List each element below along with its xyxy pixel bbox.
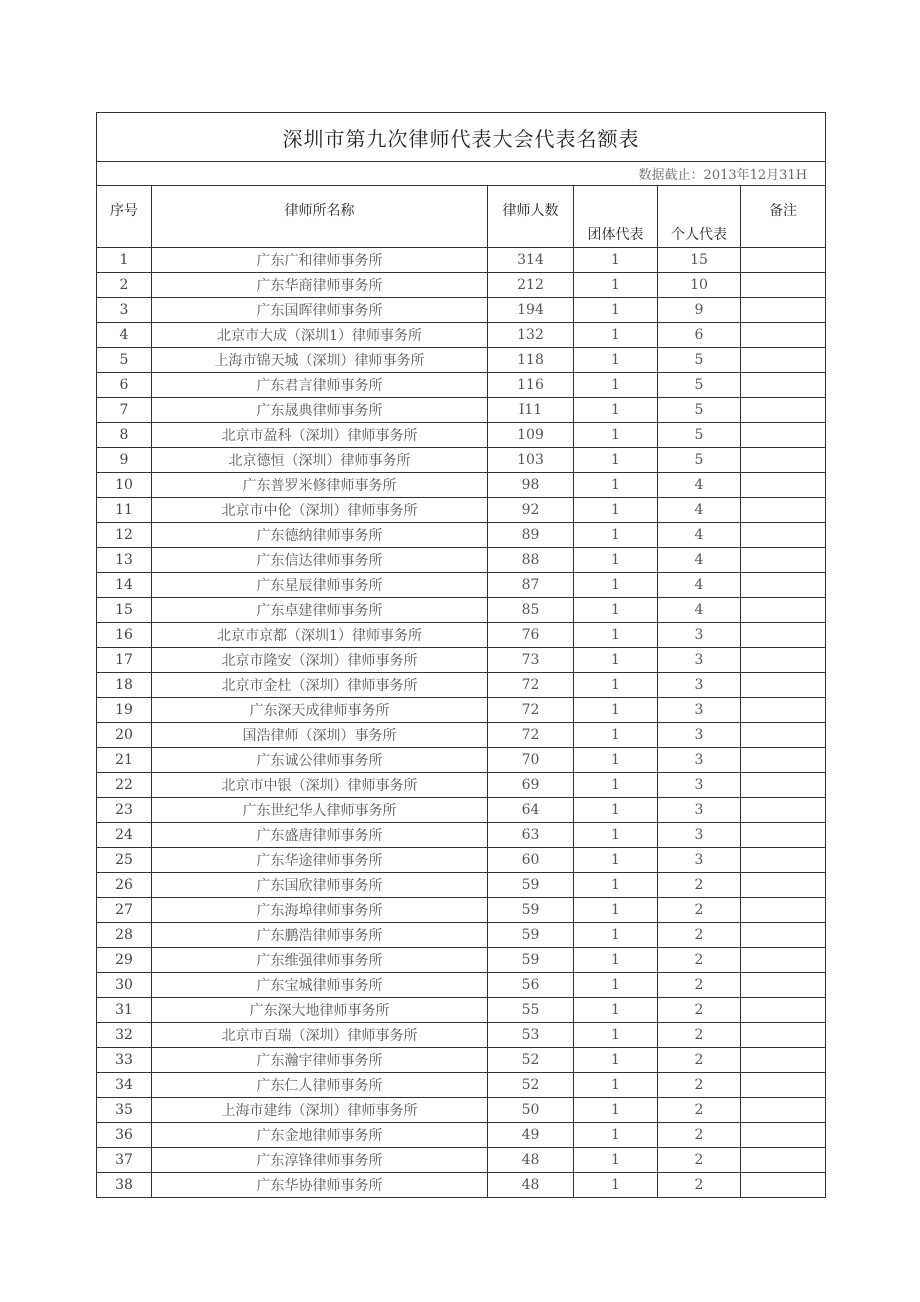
cell-individual: 2 (658, 948, 741, 973)
table-row (97, 448, 826, 473)
cell-remark (741, 523, 826, 548)
cell-firm: 广东华商律师事务所 (152, 273, 488, 298)
cell-lawyers: 59 (488, 948, 574, 973)
cell-no: 32 (97, 1023, 152, 1048)
cell-firm: 北京市大成（深圳1）律师事务所 (152, 323, 488, 348)
cell-individual: 2 (658, 873, 741, 898)
cell-no: 28 (97, 923, 152, 948)
cell-no: 35 (97, 1098, 152, 1123)
cell-no: 6 (97, 373, 152, 398)
cell-individual: 2 (658, 923, 741, 948)
cell-group: 1 (574, 1123, 658, 1148)
cell-firm: 广东深大地律师事务所 (152, 998, 488, 1023)
cell-firm: 广东德纳律师事务所 (152, 523, 488, 548)
page-title: 深圳市第九次律师代表大会代表名额表 (97, 113, 826, 162)
cell-group: 1 (574, 1048, 658, 1073)
table-row (97, 623, 826, 648)
cell-remark (741, 473, 826, 498)
table-row (97, 798, 826, 823)
cell-group: 1 (574, 823, 658, 848)
cell-no: 13 (97, 548, 152, 573)
cell-group: 1 (574, 498, 658, 523)
cell-firm: 上海市建纬（深圳）律师事务所 (152, 1098, 488, 1123)
cell-remark (741, 898, 826, 923)
cell-no: 34 (97, 1073, 152, 1098)
table-row (97, 298, 826, 323)
cell-individual: 6 (658, 323, 741, 348)
cell-lawyers: 59 (488, 873, 574, 898)
cell-lawyers: 64 (488, 798, 574, 823)
cell-group: 1 (574, 948, 658, 973)
cell-lawyers: 69 (488, 773, 574, 798)
cell-firm: 北京市金杜（深圳）律师事务所 (152, 673, 488, 698)
cell-group: 1 (574, 698, 658, 723)
cell-no: 37 (97, 1148, 152, 1173)
cell-firm: 广东君言律师事务所 (152, 373, 488, 398)
cell-individual: 4 (658, 573, 741, 598)
cell-individual: 3 (658, 823, 741, 848)
cell-remark (741, 723, 826, 748)
table-row (97, 973, 826, 998)
cell-remark (741, 1148, 826, 1173)
cell-remark (741, 798, 826, 823)
cell-firm: 广东星辰律师事务所 (152, 573, 488, 598)
cell-group: 1 (574, 998, 658, 1023)
cell-no: 12 (97, 523, 152, 548)
table-row (97, 1048, 826, 1073)
cell-lawyers: 109 (488, 423, 574, 448)
cell-group: 1 (574, 898, 658, 923)
cell-remark (741, 973, 826, 998)
cell-no: 38 (97, 1173, 152, 1198)
cell-individual: 9 (658, 298, 741, 323)
cell-lawyers: 50 (488, 1098, 574, 1123)
table-row (97, 323, 826, 348)
cell-lawyers: 314 (488, 248, 574, 273)
cell-firm: 广东华协律师事务所 (152, 1173, 488, 1198)
table-row (97, 1098, 826, 1123)
table-row (97, 423, 826, 448)
table-row (97, 248, 826, 273)
cell-group: 1 (574, 473, 658, 498)
cell-group: 1 (574, 623, 658, 648)
cell-firm: 广东世纪华人律师事务所 (152, 798, 488, 823)
cell-individual: 5 (658, 348, 741, 373)
cell-firm: 广东宝城律师事务所 (152, 973, 488, 998)
cell-group: 1 (574, 523, 658, 548)
cell-group: 1 (574, 423, 658, 448)
cell-no: 2 (97, 273, 152, 298)
cell-lawyers: 53 (488, 1023, 574, 1048)
cell-remark (741, 923, 826, 948)
table-row (97, 773, 826, 798)
cell-remark (741, 598, 826, 623)
header-no: 序号 (97, 186, 152, 248)
cell-firm: 广东仁人律师事务所 (152, 1073, 488, 1098)
cell-group: 1 (574, 298, 658, 323)
title-row (97, 113, 826, 162)
cell-individual: 2 (658, 1098, 741, 1123)
cell-lawyers: 49 (488, 1123, 574, 1148)
cell-individual: 15 (658, 248, 741, 273)
cell-group: 1 (574, 348, 658, 373)
cell-remark (741, 773, 826, 798)
cell-group: 1 (574, 248, 658, 273)
table-row (97, 373, 826, 398)
table-row (97, 848, 826, 873)
table-row (97, 573, 826, 598)
cell-firm: 北京市隆安（深圳）律师事务所 (152, 648, 488, 673)
cell-firm: 广东鹏浩律师事务所 (152, 923, 488, 948)
cell-firm: 广东淳锋律师事务所 (152, 1148, 488, 1173)
cell-no: 33 (97, 1048, 152, 1073)
cell-firm: 广东诚公律师事务所 (152, 748, 488, 773)
cell-group: 1 (574, 398, 658, 423)
cell-group: 1 (574, 373, 658, 398)
cell-group: 1 (574, 973, 658, 998)
cell-remark (741, 1123, 826, 1148)
cell-no: 15 (97, 598, 152, 623)
cell-firm: 广东信达律师事务所 (152, 548, 488, 573)
table-row (97, 473, 826, 498)
header-group: 团体代表 (574, 186, 658, 248)
quota-document (96, 112, 825, 1198)
cell-firm: 广东海埠律师事务所 (152, 898, 488, 923)
cell-lawyers: 52 (488, 1048, 574, 1073)
cell-group: 1 (574, 748, 658, 773)
cell-firm: 北京市中伦（深圳）律师事务所 (152, 498, 488, 523)
cell-group: 1 (574, 448, 658, 473)
table-row (97, 1073, 826, 1098)
cell-group: 1 (574, 923, 658, 948)
cell-lawyers: 59 (488, 923, 574, 948)
cell-remark (741, 498, 826, 523)
cell-lawyers: 194 (488, 298, 574, 323)
cell-firm: 广东维强律师事务所 (152, 948, 488, 973)
cell-no: 1 (97, 248, 152, 273)
cell-group: 1 (574, 1148, 658, 1173)
cell-individual: 5 (658, 423, 741, 448)
cell-lawyers: 70 (488, 748, 574, 773)
cell-individual: 3 (658, 648, 741, 673)
cell-individual: 3 (658, 673, 741, 698)
cell-remark (741, 698, 826, 723)
cell-lawyers: 52 (488, 1073, 574, 1098)
cell-no: 30 (97, 973, 152, 998)
cell-no: 24 (97, 823, 152, 848)
cell-no: 25 (97, 848, 152, 873)
cell-lawyers: 73 (488, 648, 574, 673)
cell-remark (741, 1073, 826, 1098)
cell-no: 16 (97, 623, 152, 648)
cell-firm: 国浩律师（深圳）事务所 (152, 723, 488, 748)
cell-no: 21 (97, 748, 152, 773)
cell-remark (741, 623, 826, 648)
cell-individual: 5 (658, 373, 741, 398)
cell-firm: 广东国欣律师事务所 (152, 873, 488, 898)
cell-remark (741, 948, 826, 973)
header-lawyers: 律师人数 (488, 186, 574, 248)
cell-lawyers: 98 (488, 473, 574, 498)
cell-no: 14 (97, 573, 152, 598)
cell-group: 1 (574, 323, 658, 348)
cell-no: 4 (97, 323, 152, 348)
cell-no: 36 (97, 1123, 152, 1148)
cell-group: 1 (574, 573, 658, 598)
cell-individual: 2 (658, 1148, 741, 1173)
cell-no: 3 (97, 298, 152, 323)
table-row (97, 598, 826, 623)
cell-individual: 3 (658, 798, 741, 823)
cell-group: 1 (574, 848, 658, 873)
cell-firm: 广东瀚宇律师事务所 (152, 1048, 488, 1073)
date-row (97, 162, 826, 186)
table-row (97, 673, 826, 698)
quota-table (96, 112, 826, 1198)
table-row (97, 348, 826, 373)
cell-individual: 2 (658, 1048, 741, 1073)
cell-no: 11 (97, 498, 152, 523)
cell-remark (741, 648, 826, 673)
cell-individual: 2 (658, 998, 741, 1023)
cell-lawyers: 132 (488, 323, 574, 348)
cell-lawyers: 55 (488, 998, 574, 1023)
cell-remark (741, 573, 826, 598)
cell-lawyers: 48 (488, 1148, 574, 1173)
cell-lawyers: 72 (488, 698, 574, 723)
cell-group: 1 (574, 273, 658, 298)
cell-lawyers: 72 (488, 723, 574, 748)
cell-no: 18 (97, 673, 152, 698)
cell-firm: 北京市盈科（深圳）律师事务所 (152, 423, 488, 448)
cell-lawyers: 87 (488, 573, 574, 598)
cell-no: 29 (97, 948, 152, 973)
cell-lawyers: 103 (488, 448, 574, 473)
header-row (97, 186, 826, 248)
table-row (97, 723, 826, 748)
cell-individual: 2 (658, 1123, 741, 1148)
cell-firm: 广东华途律师事务所 (152, 848, 488, 873)
cell-firm: 广东金地律师事务所 (152, 1123, 488, 1148)
cell-remark (741, 1173, 826, 1198)
cell-individual: 2 (658, 1173, 741, 1198)
cell-firm: 广东卓建律师事务所 (152, 598, 488, 623)
cell-remark (741, 748, 826, 773)
cell-lawyers: 212 (488, 273, 574, 298)
cell-remark (741, 548, 826, 573)
cell-remark (741, 1048, 826, 1073)
cell-group: 1 (574, 873, 658, 898)
cell-remark (741, 448, 826, 473)
cell-no: 23 (97, 798, 152, 823)
cell-group: 1 (574, 673, 658, 698)
cell-no: 20 (97, 723, 152, 748)
table-row (97, 1148, 826, 1173)
cell-firm: 北京市百瑞（深圳）律师事务所 (152, 1023, 488, 1048)
cell-firm: 广东深天成律师事务所 (152, 698, 488, 723)
cell-lawyers: 60 (488, 848, 574, 873)
cell-individual: 3 (658, 698, 741, 723)
cell-remark (741, 1098, 826, 1123)
cell-lawyers: 88 (488, 548, 574, 573)
table-row (97, 523, 826, 548)
cell-no: 27 (97, 898, 152, 923)
cell-group: 1 (574, 798, 658, 823)
table-row (97, 398, 826, 423)
cell-individual: 5 (658, 448, 741, 473)
cell-no: 10 (97, 473, 152, 498)
cell-individual: 5 (658, 398, 741, 423)
cell-individual: 3 (658, 623, 741, 648)
cell-firm: 广东普罗米修律师事务所 (152, 473, 488, 498)
table-row (97, 873, 826, 898)
cell-individual: 4 (658, 523, 741, 548)
cell-group: 1 (574, 648, 658, 673)
cell-lawyers: 116 (488, 373, 574, 398)
cell-firm: 上海市锦天城（深圳）律师事务所 (152, 348, 488, 373)
cell-firm: 广东晟典律师事务所 (152, 398, 488, 423)
cell-lawyers: 85 (488, 598, 574, 623)
table-row (97, 698, 826, 723)
cell-individual: 2 (658, 973, 741, 998)
table-row (97, 923, 826, 948)
cell-no: 26 (97, 873, 152, 898)
table-row (97, 1023, 826, 1048)
cell-remark (741, 673, 826, 698)
cell-individual: 3 (658, 748, 741, 773)
table-row (97, 273, 826, 298)
cell-group: 1 (574, 723, 658, 748)
cell-remark (741, 323, 826, 348)
cell-individual: 2 (658, 1073, 741, 1098)
cell-remark (741, 298, 826, 323)
header-remark: 备注 (741, 186, 826, 248)
table-row (97, 498, 826, 523)
cell-lawyers: 89 (488, 523, 574, 548)
cell-lawyers: 118 (488, 348, 574, 373)
cell-firm: 广东广和律师事务所 (152, 248, 488, 273)
cell-group: 1 (574, 598, 658, 623)
cell-individual: 4 (658, 598, 741, 623)
cell-no: 9 (97, 448, 152, 473)
cell-no: 8 (97, 423, 152, 448)
cell-no: 7 (97, 398, 152, 423)
cell-group: 1 (574, 1023, 658, 1048)
cell-individual: 2 (658, 898, 741, 923)
table-row (97, 898, 826, 923)
cell-group: 1 (574, 1173, 658, 1198)
cell-lawyers: 92 (488, 498, 574, 523)
cell-remark (741, 248, 826, 273)
cell-remark (741, 823, 826, 848)
table-row (97, 948, 826, 973)
table-row (97, 823, 826, 848)
cell-no: 22 (97, 773, 152, 798)
cell-group: 1 (574, 773, 658, 798)
cell-remark (741, 398, 826, 423)
cell-no: 19 (97, 698, 152, 723)
header-individual: 个人代表 (658, 186, 741, 248)
cell-individual: 3 (658, 723, 741, 748)
header-firm: 律师所名称 (152, 186, 488, 248)
cell-lawyers: I11 (488, 398, 574, 423)
cell-individual: 2 (658, 1023, 741, 1048)
cell-lawyers: 72 (488, 673, 574, 698)
cell-individual: 4 (658, 548, 741, 573)
cell-remark (741, 373, 826, 398)
date-note: 数据截止：2013年12月31H (97, 162, 826, 186)
cell-remark (741, 423, 826, 448)
cell-lawyers: 76 (488, 623, 574, 648)
table-row (97, 648, 826, 673)
table-row (97, 998, 826, 1023)
cell-remark (741, 273, 826, 298)
table-row (97, 1173, 826, 1198)
cell-individual: 4 (658, 498, 741, 523)
cell-lawyers: 63 (488, 823, 574, 848)
cell-no: 17 (97, 648, 152, 673)
cell-group: 1 (574, 1098, 658, 1123)
cell-lawyers: 48 (488, 1173, 574, 1198)
cell-remark (741, 348, 826, 373)
cell-no: 31 (97, 998, 152, 1023)
cell-firm: 北京德恒（深圳）律师事务所 (152, 448, 488, 473)
cell-firm: 广东国晖律师事务所 (152, 298, 488, 323)
cell-firm: 北京市京都（深圳1）律师事务所 (152, 623, 488, 648)
cell-individual: 3 (658, 773, 741, 798)
cell-individual: 4 (658, 473, 741, 498)
cell-remark (741, 873, 826, 898)
cell-group: 1 (574, 1073, 658, 1098)
cell-firm: 北京市中银（深圳）律师事务所 (152, 773, 488, 798)
table-row (97, 548, 826, 573)
cell-remark (741, 1023, 826, 1048)
cell-individual: 3 (658, 848, 741, 873)
cell-remark (741, 848, 826, 873)
cell-firm: 广东盛唐律师事务所 (152, 823, 488, 848)
cell-group: 1 (574, 548, 658, 573)
table-row (97, 748, 826, 773)
cell-individual: 10 (658, 273, 741, 298)
table-row (97, 1123, 826, 1148)
cell-no: 5 (97, 348, 152, 373)
cell-lawyers: 59 (488, 898, 574, 923)
cell-remark (741, 998, 826, 1023)
cell-lawyers: 56 (488, 973, 574, 998)
